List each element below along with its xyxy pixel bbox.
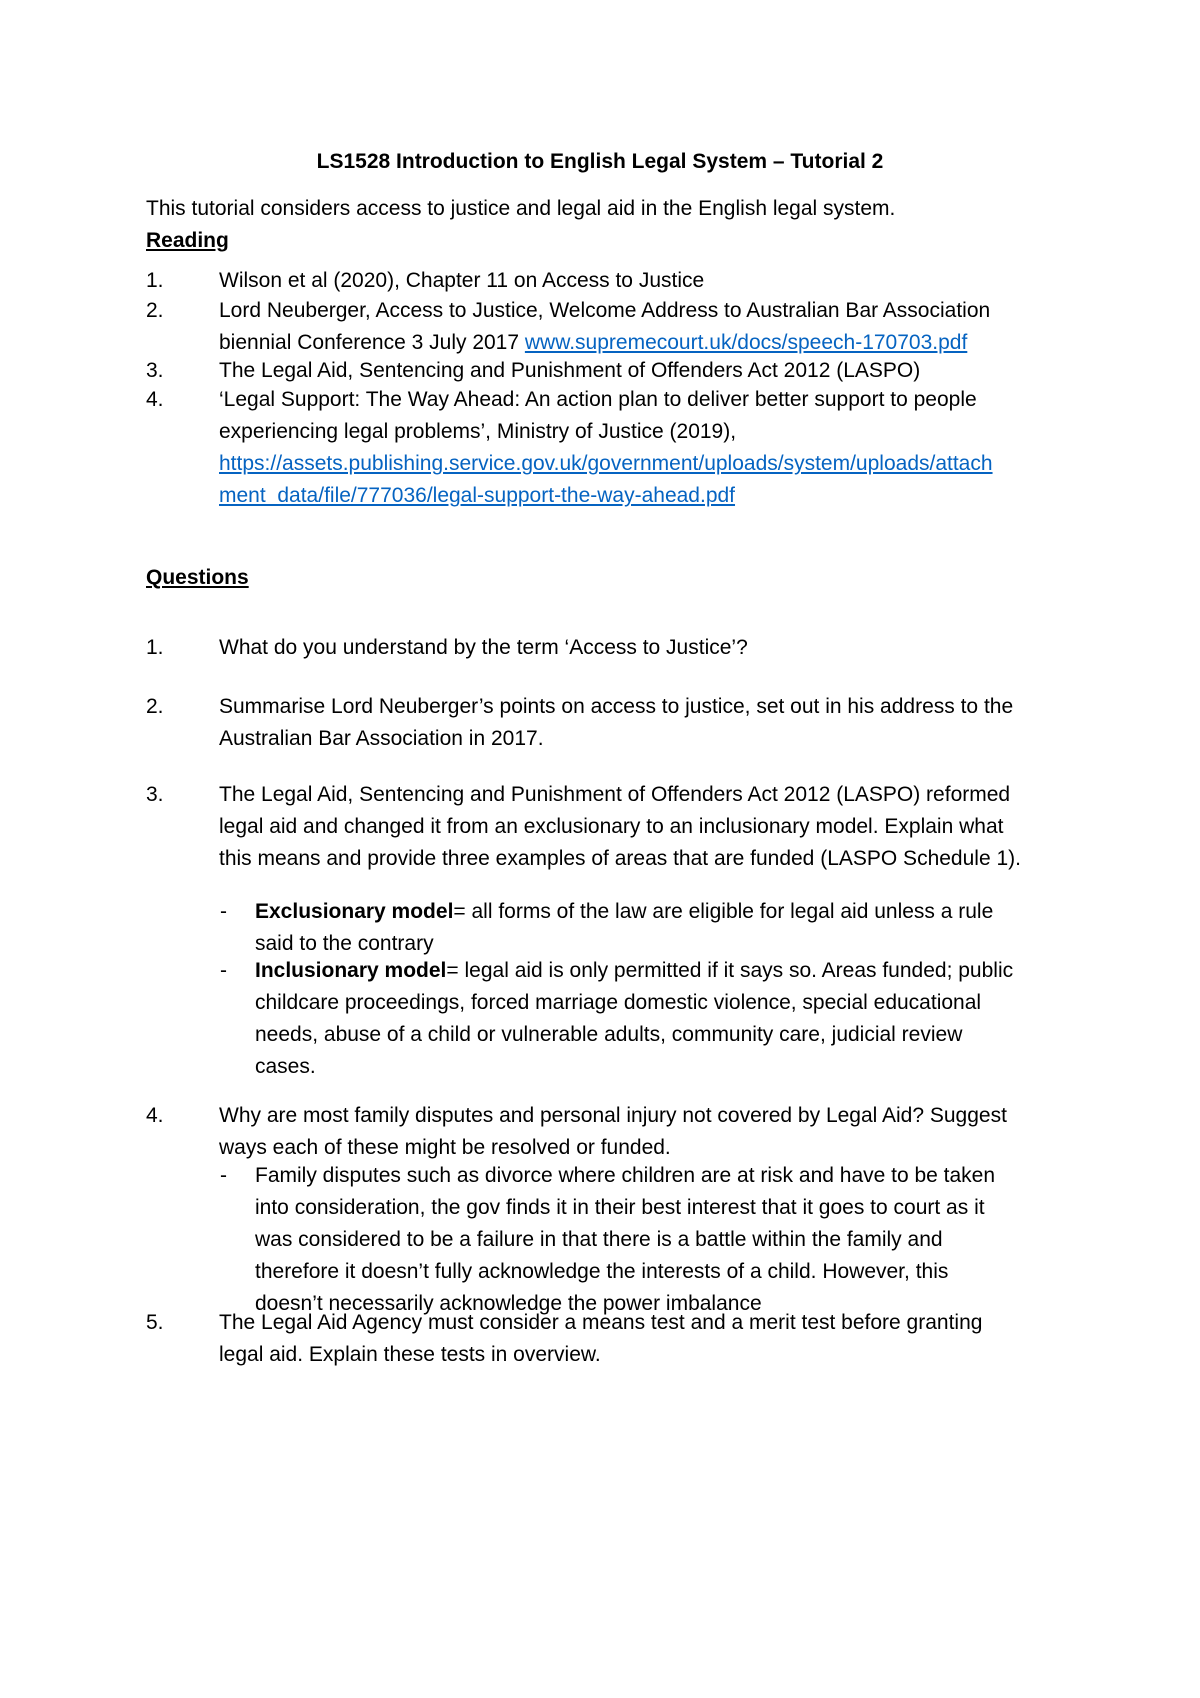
reading-item-number: 1. [146, 269, 164, 292]
answer-text: = legal aid is only permitted if it says so. Areas funded; public [446, 959, 1014, 982]
answer-text: = all forms of the law are eligible for legal aid unless a rule [453, 900, 994, 923]
answer-text: was considered to be a failure in that there is a battle within the family and [255, 1228, 943, 1251]
answer-text: doesn’t necessarily acknowledge the power imbalance [255, 1292, 762, 1315]
reading-item-number: 3. [146, 359, 164, 382]
question-text: Summarise Lord Neuberger’s points on access to justice, set out in his address to the [219, 695, 1014, 718]
question-text: this means and provide three examples of areas that are funded (LASPO Schedule 1). [219, 847, 1021, 870]
answer-text: childcare proceedings, forced marriage domestic violence, special educational [255, 991, 982, 1014]
reading-item-text: Lord Neuberger, Access to Justice, Welcome Address to Australian Bar Association [219, 299, 991, 322]
supreme-court-speech-link[interactable]: www.supremecourt.uk/docs/speech-170703.pdf [524, 331, 968, 354]
answer-term: Exclusionary model [255, 900, 454, 923]
answer-text: into consideration, the gov finds it in their best interest that it goes to court as it [255, 1196, 985, 1219]
answer-text: needs, abuse of a child or vulnerable adults, community care, judicial review [255, 1023, 963, 1046]
answer-text: cases. [255, 1055, 316, 1078]
legal-support-pdf-link[interactable]: https://assets.publishing.service.gov.uk/government/uploads/system/uploads/attach [219, 452, 993, 475]
answer-text: said to the contrary [255, 932, 434, 955]
legal-support-pdf-link[interactable]: ment_data/file/777036/legal-support-the-way-ahead.pdf [219, 484, 736, 507]
intro-text: This tutorial considers access to justice and legal aid in the English legal system. [146, 197, 896, 220]
answer-line [255, 896, 1095, 928]
reading-heading: Reading [146, 229, 229, 252]
reading-item-text: Wilson et al (2020), Chapter 11 on Access to Justice [219, 269, 705, 292]
answer-text: Family disputes such as divorce where children are at risk and have to be taken [255, 1164, 996, 1187]
answer-term: Inclusionary model [255, 959, 447, 982]
reading-item-number: 2. [146, 299, 164, 322]
reading-item-text: biennial Conference 3 July 2017 [219, 331, 525, 354]
bullet-dash: - [220, 959, 227, 982]
questions-heading: Questions [146, 566, 249, 589]
reading-item-text: The Legal Aid, Sentencing and Punishment of Offenders Act 2012 (LASPO) [219, 359, 921, 382]
question-number: 2. [146, 695, 164, 718]
question-number: 1. [146, 636, 164, 659]
question-number: 3. [146, 783, 164, 806]
bullet-dash: - [220, 900, 227, 923]
reading-item-number: 4. [146, 388, 164, 411]
question-text: The Legal Aid Agency must consider a means test and a merit test before granting [219, 1311, 983, 1334]
question-text: legal aid. Explain these tests in overview. [219, 1343, 601, 1366]
reading-item-text: ‘Legal Support: The Way Ahead: An action plan to deliver better support to people [219, 388, 977, 411]
bullet-dash: - [220, 1164, 227, 1187]
document-title: LS1528 Introduction to English Legal System – Tutorial 2 [316, 150, 884, 173]
question-text: What do you understand by the term ‘Access to Justice’? [219, 636, 748, 659]
question-text: Why are most family disputes and personal injury not covered by Legal Aid? Suggest [219, 1104, 1007, 1127]
question-number: 5. [146, 1311, 164, 1334]
question-text: The Legal Aid, Sentencing and Punishment of Offenders Act 2012 (LASPO) reformed [219, 783, 1011, 806]
question-text: Australian Bar Association in 2017. [219, 727, 544, 750]
question-number: 4. [146, 1104, 164, 1127]
question-text: legal aid and changed it from an exclusionary to an inclusionary model. Explain what [219, 815, 1004, 838]
answer-line [255, 955, 1095, 987]
reading-item-text: experiencing legal problems’, Ministry of Justice (2019), [219, 420, 737, 443]
question-text: ways each of these might be resolved or funded. [219, 1136, 671, 1159]
answer-text: therefore it doesn’t fully acknowledge the interests of a child. However, this [255, 1260, 949, 1283]
